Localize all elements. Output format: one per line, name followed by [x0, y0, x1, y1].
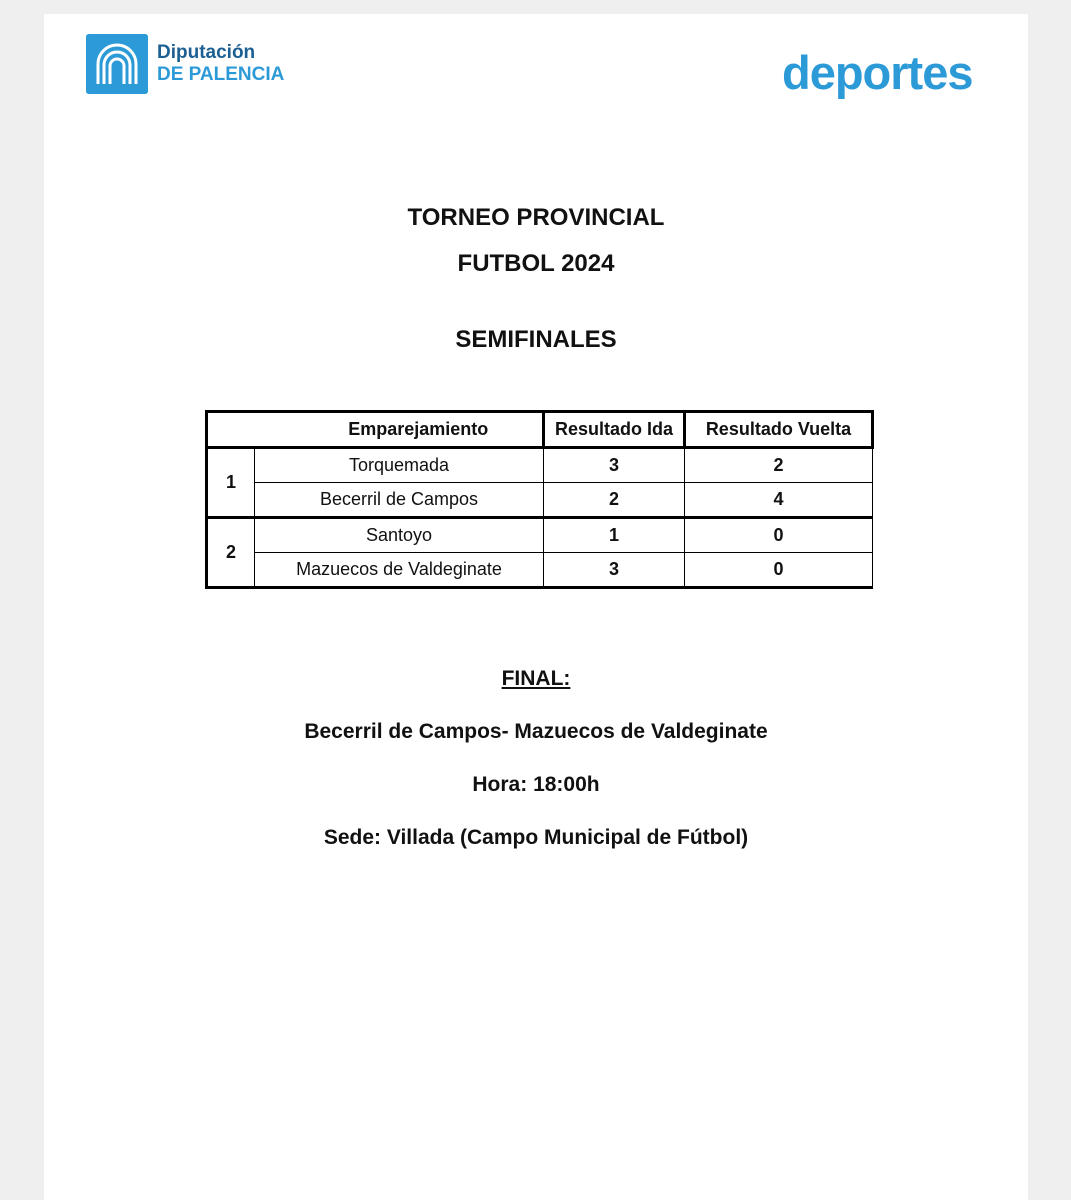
header-cell-empty: [207, 412, 255, 448]
header-resultado-ida: Resultado Ida: [544, 412, 685, 448]
header-emparejamiento: Emparejamiento: [255, 412, 544, 448]
score-ida: 1: [544, 518, 685, 553]
score-vuelta: 0: [685, 518, 873, 553]
table-row: [207, 553, 873, 588]
arch-icon: [86, 34, 148, 94]
final-time: Hora: 18:00h: [472, 773, 600, 796]
score-ida: 3: [544, 448, 685, 483]
team-name: Santoyo: [255, 518, 544, 553]
document-title-line1: TORNEO PROVINCIAL: [407, 204, 665, 231]
score-ida: 2: [544, 483, 685, 518]
final-heading: [44, 667, 1028, 691]
diputacion-palencia-logo: [86, 34, 284, 94]
document-title-line2: FUTBOL 2024: [457, 250, 615, 277]
logo-line-palencia: DE PALENCIA: [157, 64, 285, 85]
deportes-logo: [782, 44, 973, 104]
group-number: 1: [207, 448, 255, 518]
team-name: Becerril de Campos: [255, 483, 544, 518]
score-vuelta: 2: [685, 448, 873, 483]
table-row: [207, 518, 873, 553]
score-vuelta: 0: [685, 553, 873, 588]
final-heading-text: FINAL:: [501, 667, 571, 690]
final-match: Becerril de Campos- Mazuecos de Valdeginate: [304, 720, 768, 743]
deportes-wordmark: deportes: [782, 46, 973, 99]
logo-line-diputacion: Diputación: [157, 42, 256, 63]
team-name: Mazuecos de Valdeginate: [255, 553, 544, 588]
final-venue: Sede: Villada (Campo Municipal de Fútbol): [323, 826, 749, 849]
score-vuelta: 4: [685, 483, 873, 518]
semifinal-results-table: [205, 410, 874, 589]
section-title: SEMIFINALES: [455, 326, 617, 353]
table-row: [207, 448, 873, 483]
table-row: [207, 483, 873, 518]
score-ida: 3: [544, 553, 685, 588]
header-resultado-vuelta: Resultado Vuelta: [685, 412, 873, 448]
team-name: Torquemada: [255, 448, 544, 483]
document-page: [44, 14, 1028, 1200]
table-header-row: [207, 412, 873, 448]
group-number: 2: [207, 518, 255, 588]
